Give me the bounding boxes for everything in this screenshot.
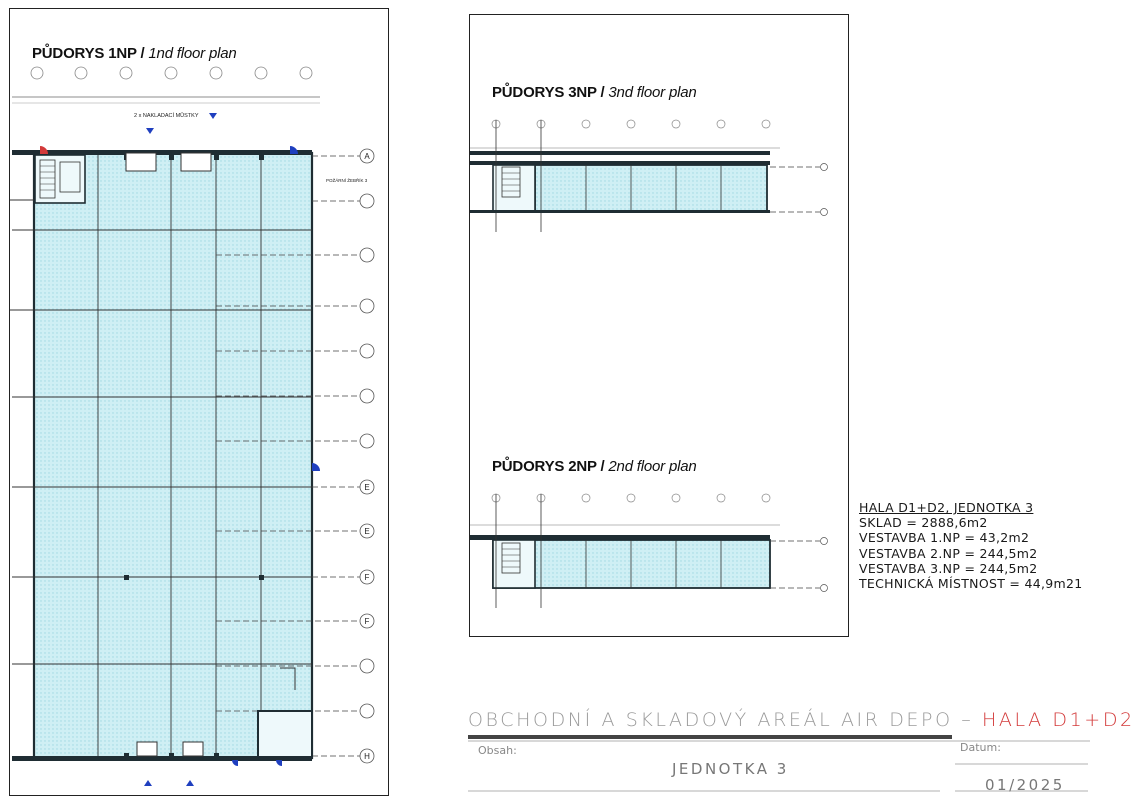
summary-line: TECHNICKÁ MÍSTNOST = 44,9m21 bbox=[859, 576, 1083, 592]
content-label: Obsah: bbox=[478, 744, 517, 757]
floor1-title-en: 1nd floor plan bbox=[148, 45, 237, 62]
summary-line: VESTAVBA 2.NP = 244,5m2 bbox=[859, 545, 1038, 561]
summary-heading: HALA D1+D2, JEDNOTKA 3 bbox=[859, 500, 1034, 515]
floor1-axis-f1: F bbox=[364, 573, 370, 582]
floor1-title-cz: PŮDORYS 1NP bbox=[32, 45, 137, 62]
floor1-axis-e1: E bbox=[364, 483, 370, 492]
floor3-title-cz: PŮDORYS 3NP bbox=[492, 84, 597, 101]
floor2-title-sep: / bbox=[596, 458, 609, 475]
floor2-title-cz: PŮDORYS 2NP bbox=[492, 458, 597, 475]
floor2-title-en: 2nd floor plan bbox=[608, 458, 697, 475]
floor1-axis-a: A bbox=[364, 152, 370, 161]
summary-line: VESTAVBA 3.NP = 244,5m2 bbox=[859, 560, 1038, 576]
summary-line: SKLAD = 2888,6m2 bbox=[859, 515, 988, 531]
date-label: Datum: bbox=[960, 741, 1001, 754]
floor1-title-sep: / bbox=[136, 45, 149, 62]
floor1-axis-f2: F bbox=[364, 617, 370, 626]
summary-line: VESTAVBA 1.NP = 43,2m2 bbox=[859, 530, 1030, 546]
floor1-axis-h: H bbox=[364, 752, 370, 761]
date-value: 01/2025 bbox=[985, 776, 1065, 794]
project-name: OBCHODNÍ A SKLADOVÝ AREÁL AIR DEPO – bbox=[468, 709, 974, 731]
floor1-fire-ladder-note: POŽÁRNÍ ŽEBŘÍK 3 bbox=[326, 178, 368, 183]
floor3-title-sep: / bbox=[596, 84, 609, 101]
floor1-loading-docks-label: 2 x NAKLADACÍ MŮSTKY bbox=[134, 113, 199, 119]
floor3-title-en: 3nd floor plan bbox=[608, 84, 697, 101]
hall-name: HALA D1+D2 bbox=[982, 709, 1135, 731]
content-value: JEDNOTKA 3 bbox=[672, 760, 789, 778]
floor1-axis-e2: E bbox=[364, 527, 370, 536]
